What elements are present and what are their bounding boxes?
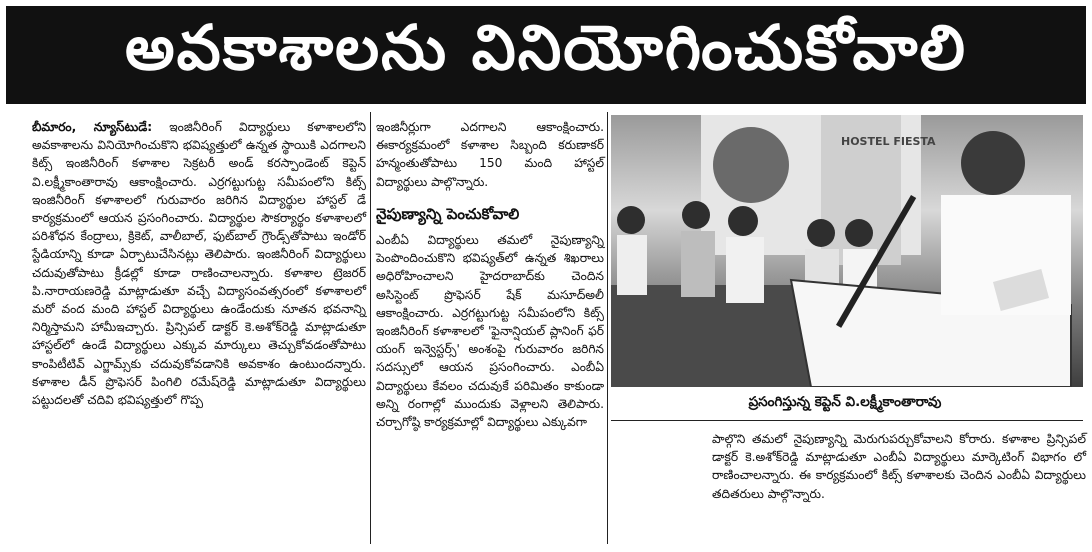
article-text: ఎంబీఏ విద్యార్థులు తమలో నైపుణ్యాన్ని పెంపొందించుకొని భవిష్యత్‌లో ఉన్నత శిఖరాలు అధిరోహించాలని హైదరాబాద్‌కు చెందిన అసిస్టెంట్ ప్రొఫెసర్ షేక్ మసూద్‌అలీ ఆకాంక్షించారు. ఎర్రగట్టుగుట్ట సమీపంలోని కిట్స్ ఇంజినీరింగ్ కళాశాలలో 'ఫైనాన్షియల్ ప్లానింగ్ ఫర్ యంగ్ ఇన్వెస్టర్స్' అంశంపై గురువారం జరిగిన సదస్సులో ఆయన ప్రసంగించారు. ఎంబీఏ విద్యార్థులు కేవలం చదువుకే పరిమితం కాకుండా అన్ని రంగాల్లో ముందుకు వెళ్లాలని తెలిపారు. చర్చాగోష్ఠి కార్యక్రమాల్లో విద్యార్థులు ఎక్కువగా	[376, 233, 604, 430]
column-divider	[370, 112, 371, 544]
subheading: నైపుణ్యాన్ని పెంచుకోవాలి	[376, 204, 520, 223]
news-photo	[611, 115, 1083, 387]
article-text: ఇంజినీరింగ్ విద్యార్థులు కళాశాలలోని అవకాశాలను వినియోగించుకొని భవిష్యత్తులో ఉన్నత స్థాయికి ఎదగాలని కిట్స్ ఇంజినీరింగ్ కళాశాల సెక్రటరీ అండ్ కరస్పాండెంట్ కెప్టెన్ వి.లక్ష్మీకాంతారావు ఆకాంక్షించారు. ఎర్రగట్టుగుట్ట సమీపంలోని కిట్స్ ఇంజినీరింగ్ కళాశాలలో గురువారం జరిగిన విద్యార్థుల హాస్టల్ డే కార్యక్రమంలో ఆయన ప్రసంగించారు. విద్యార్థుల సౌకర్యార్థం కళాశాలలో పరిశోధన కేంద్రాలు, క్రికెట్, వాలీబాల్, ఫుట్‌బాల్ గ్రౌండ్స్‌తోపాటు ఇండోర్ స్టేడియాన్ని కూడా ఏర్పాటుచేసినట్లు తెలిపారు. ఇంజినీరింగ్ విద్యార్థులు చదువుతోపాటు క్రీడల్లో కూడా రాణించాలన్నారు. కళాశాల ట్రెజరర్ పి.నారాయణరెడ్డి మాట్లాడుతూ వచ్చే విద్యాసంవత్సరంలో కళాశాలలో మరో వంద మంది హాస్టల్ విద్యార్థులు ఉండేందుకు నూతన భవనాన్ని నిర్మిస్తామని హామీఇచ్చారు. ప్రిన్సిపల్ డాక్టర్ కె.అశోక్‌రెడ్డి మాట్లాడుతూ హాస్టల్‌లో ఉండే విద్యార్థులు ఎక్కువ మార్కులు తెచ్చుకోవడంతోపాటు కాంపిటీటివ్ ఎగ్జామ్స్‌కు చదువుకోవడానికి అవకాశం ఉంటుందన్నారు. కళాశాల డీన్ ప్రొఫెసర్ పింగిలి రమేష్‌రెడ్డి మాట్లాడుతూ విద్యార్థులు పట్టుదలతో చదివి భవిష్యత్తులో గొప్ప	[32, 120, 367, 408]
headline: అవకాశాలను వినియోగించుకోవాలి	[6, 6, 1086, 104]
photo-caption: ప్రసంగిస్తున్న కెప్టెన్ వి.లక్ష్మీకాంతారావు	[748, 394, 942, 410]
dateline: బీమారం, న్యూస్‌టుడే:	[32, 120, 153, 134]
article-text: పాల్గొని తమలో నైపుణ్యాన్ని మెరుగుపర్చుకోవాలని కోరారు. కళాశాల ప్రిన్సిపల్ డాక్టర్ కె.అశోక్‌రెడ్డి మాట్లాడుతూ ఎంబీఏ విద్యార్థులు మార్కెటింగ్ విభాగం లో రాణించాలన్నారు. ఈ కార్యక్రమంలో కిట్స్ కళాశాలకు చెందిన ఎంబీఏ విద్యార్థులు తదితరులు పాల్గొన్నారు.	[712, 432, 1086, 501]
article-text: ఇంజినీర్లుగా ఎదగాలని ఆకాంక్షించారు. ఈకార్యక్రమంలో కళాశాల సిబ్బంది కరుణాకర్ హన్మంతుతోపాటు 150 మంది హాస్టల్ విద్యార్థులు పాల్గొన్నారు.	[376, 120, 604, 189]
article-column-2	[376, 118, 604, 431]
caption-divider	[611, 420, 1083, 421]
banner-text: HOSTEL FIESTA	[841, 135, 936, 148]
article-column-3	[712, 430, 1086, 503]
article-column-1	[32, 118, 366, 409]
column-divider	[607, 112, 608, 544]
